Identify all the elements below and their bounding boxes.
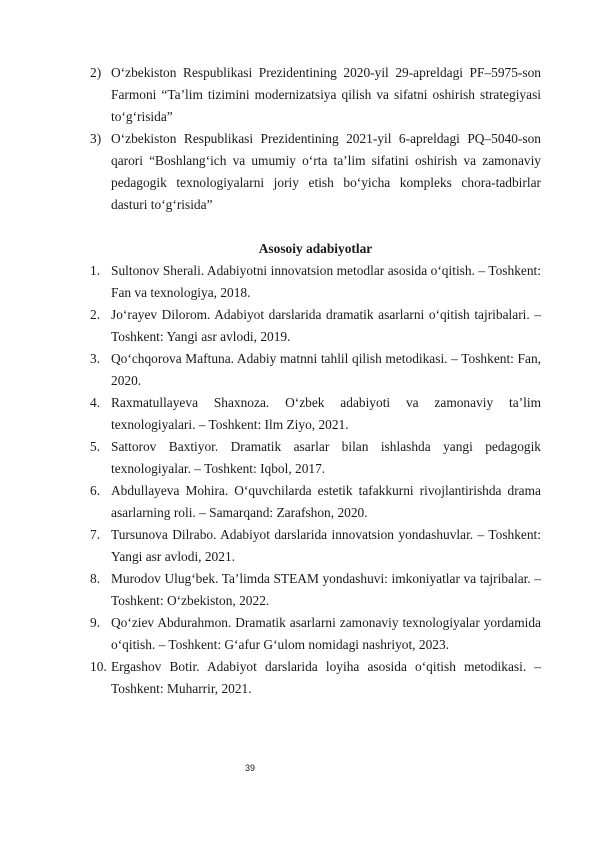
reference-text: Qo‘ziev Abdurahmon. Dramatik asarlarni zamonaviy texnologiyalar yordamida o‘qitish. – Toshkent: G‘afur G‘ulom nomidagi nashriyot, 2023. xyxy=(111,615,541,652)
reference-item xyxy=(90,568,541,612)
reference-item xyxy=(90,436,541,480)
law-item xyxy=(90,62,541,128)
reference-number: 2. xyxy=(90,307,101,322)
reference-list xyxy=(90,260,541,700)
law-number: 3) xyxy=(90,131,102,146)
reference-number: 5. xyxy=(90,439,101,454)
law-list xyxy=(90,62,541,216)
law-text: O‘zbekiston Respublikasi Prezidentining 2021-yil 6-apreldagi PQ–5040-son qarori “Boshlang‘ich va umumiy o‘rta ta’lim sifatini oshirish va zamonaviy pedagogik texnologiyalarni joriy etish bo‘yicha kompleks chora-tadbirlar dasturi to‘g‘risida” xyxy=(111,131,541,212)
law-text: O‘zbekiston Respublikasi Prezidentining 2020-yil 29-apreldagi PF–5975-son Farmoni “Ta’lim tizimini modernizatsiya qilish va sifatni oshirish strategiyasi to‘g‘risida” xyxy=(111,65,541,124)
law-item xyxy=(90,128,541,216)
page-number: 39 xyxy=(244,763,255,773)
section-heading: Asosoiy adabiyotlar xyxy=(258,241,373,256)
reference-text: Ergashov Botir. Adabiyot darslarida loyiha asosida o‘qitish metodikasi. – Toshkent: Muharrir, 2021. xyxy=(111,659,541,696)
reference-number: 10. xyxy=(90,659,107,674)
reference-text: Tursunova Dilrabo. Adabiyot darslarida innovatsion yondashuvlar. – Toshkent: Yangi asr avlodi, 2021. xyxy=(111,527,541,564)
reference-text: Sattorov Baxtiyor. Dramatik asarlar bilan ishlashda yangi pedagogik texnologiyalar. – Toshkent: Iqbol, 2017. xyxy=(111,439,541,476)
reference-text: Murodov Ulug‘bek. Ta’limda STEAM yondashuvi: imkoniyatlar va tajribalar. – Toshkent: O‘zbekiston, 2022. xyxy=(111,571,541,608)
reference-number: 8. xyxy=(90,571,101,586)
reference-item xyxy=(90,304,541,348)
reference-text: Qo‘chqorova Maftuna. Adabiy matnni tahlil qilish metodikasi. – Toshkent: Fan, 2020. xyxy=(111,351,541,388)
reference-number: 3. xyxy=(90,351,101,366)
reference-text: Raxmatullayeva Shaxnoza. O‘zbek adabiyoti va zamonaviy ta’lim texnologiyalari. – Toshkent: Ilm Ziyo, 2021. xyxy=(111,395,541,432)
reference-item xyxy=(90,348,541,392)
reference-text: Abdullayeva Mohira. O‘quvchilarda estetik tafakkurni rivojlantirishda drama asarlarning roli. – Samarqand: Zarafshon, 2020. xyxy=(111,483,541,520)
reference-item xyxy=(90,260,541,304)
reference-item xyxy=(90,612,541,656)
reference-number: 1. xyxy=(90,263,101,278)
reference-number: 4. xyxy=(90,395,101,410)
reference-item xyxy=(90,480,541,524)
reference-item xyxy=(90,524,541,568)
reference-text: Jo‘rayev Dilorom. Adabiyot darslarida dramatik asarlarni o‘qitish tajribalari. – Toshkent: Yangi asr avlodi, 2019. xyxy=(111,307,541,344)
reference-number: 9. xyxy=(90,615,101,630)
reference-text: Sultonov Sherali. Adabiyotni innovatsion metodlar asosida o‘qitish. – Toshkent: Fan va texnologiya, 2018. xyxy=(111,263,541,300)
reference-number: 6. xyxy=(90,483,101,498)
reference-item xyxy=(90,656,541,700)
law-number: 2) xyxy=(90,65,102,80)
reference-item xyxy=(90,392,541,436)
reference-number: 7. xyxy=(90,527,101,542)
